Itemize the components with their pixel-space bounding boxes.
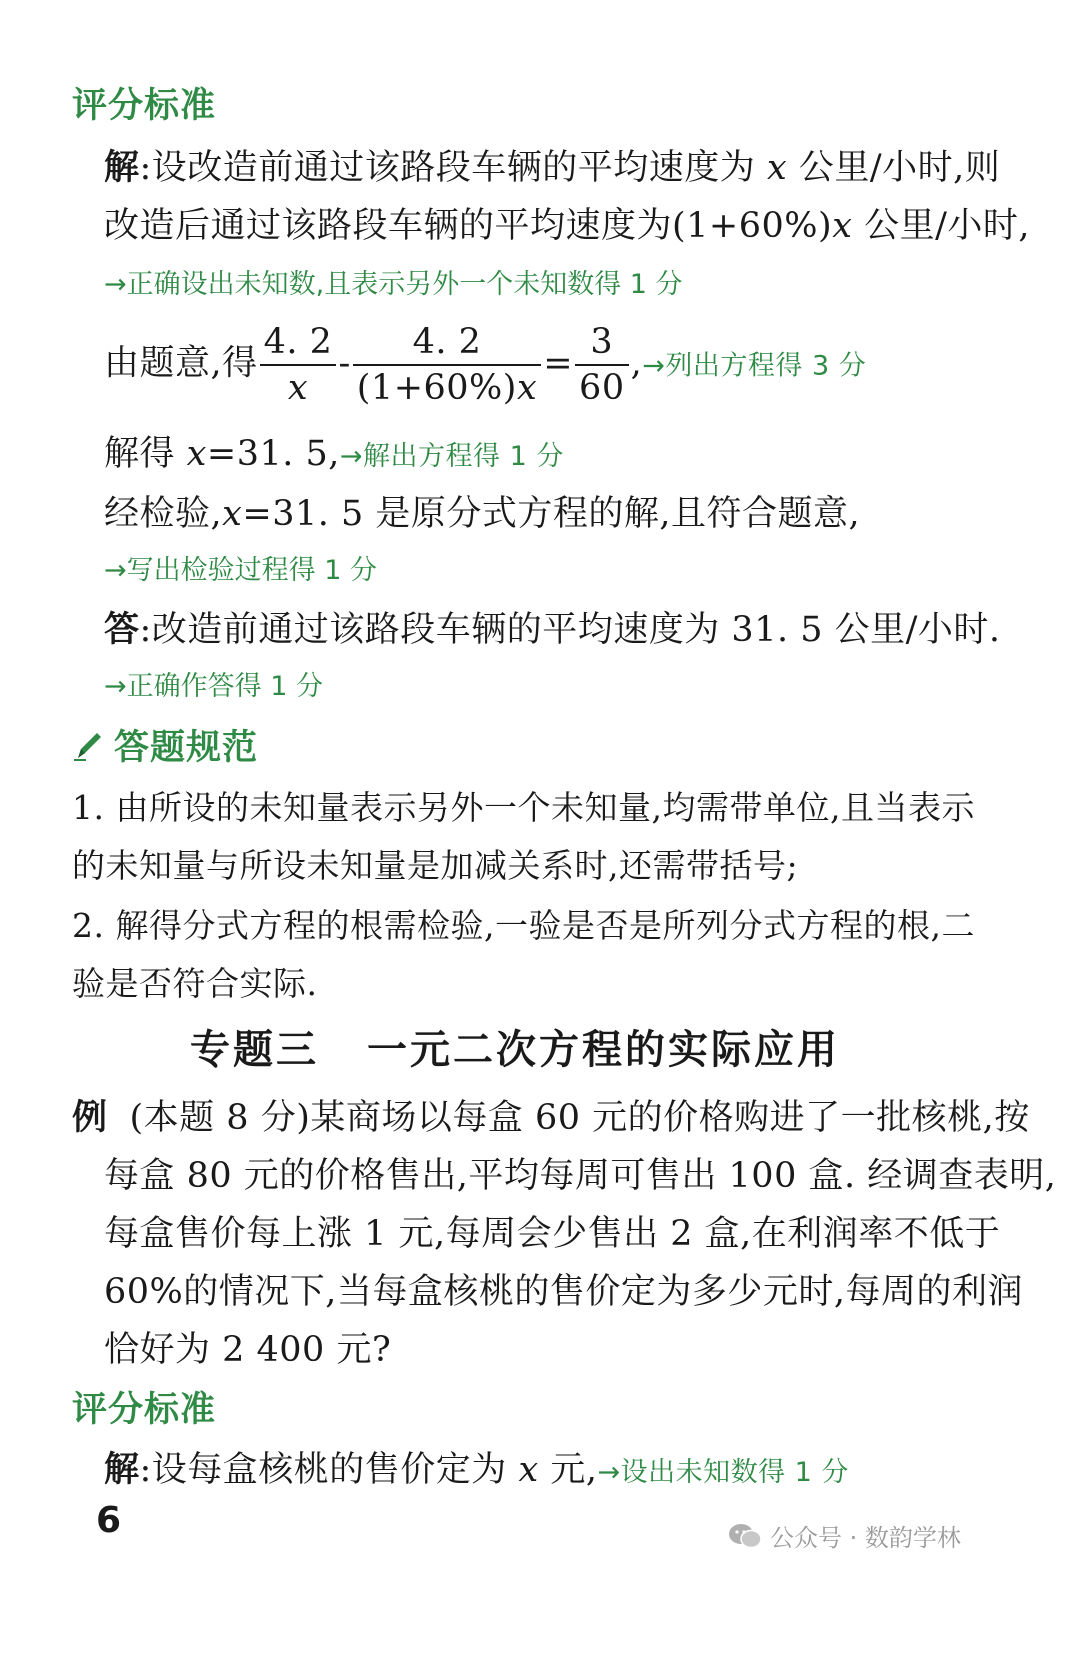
text: 解得	[104, 434, 187, 474]
scoring-heading-1: 评分标准	[72, 86, 217, 126]
score-note-solve: →解出方程得 1 分	[339, 441, 564, 472]
example-line-4: 60%的情况下,当每盒核桃的售价定为多少元时,每周的利润	[104, 1272, 1024, 1312]
answer-line	[104, 602, 1001, 652]
answer-prefix: 答	[104, 609, 140, 650]
equation-lead: 由题意,得	[104, 343, 258, 384]
equation-line	[104, 322, 866, 408]
watermark-text: 公众号 · 数韵学林	[770, 1524, 961, 1552]
fraction-denominator	[353, 366, 541, 408]
score-note-equation: →列出方程得 3 分	[642, 350, 867, 382]
solution2-line	[104, 1442, 849, 1492]
text: :设每盒核桃的售价定为	[139, 1450, 519, 1490]
norm-item-2-line-1: 2. 解得分式方程的根需检验,一验是否是所列分式方程的根,二	[72, 906, 975, 945]
text: :改造前通过该路段车辆的平均速度为 31. 5 公里/小时.	[139, 610, 1001, 650]
variable: x	[766, 148, 788, 188]
check-line	[104, 486, 860, 536]
variable: x	[832, 206, 853, 246]
fraction-numerator: 4. 2	[260, 322, 337, 366]
fraction-1	[260, 322, 337, 408]
text: 经检验,	[104, 494, 223, 534]
example-line-2: 每盒 80 元的价格售出,平均每周可售出 100 盒. 经调查表明,	[104, 1156, 1057, 1196]
wechat-icon	[728, 1522, 762, 1556]
variable: x	[186, 434, 207, 474]
solution-prefix: 解	[104, 1449, 140, 1490]
variable: x	[516, 368, 538, 408]
solution-prefix: 解	[104, 147, 140, 188]
score-note-answer: →正确作答得 1 分	[104, 671, 323, 702]
watermark	[728, 1518, 961, 1556]
fraction-denominator: 60	[579, 368, 625, 408]
fraction-3	[575, 322, 629, 408]
equals-sign: =	[543, 343, 574, 384]
example-line-1	[72, 1090, 1030, 1140]
section-name: 一元二次方程的实际应用	[367, 1027, 840, 1073]
text: 公里/小时,则	[787, 148, 1001, 188]
variable: x	[222, 494, 243, 534]
fraction-2	[353, 322, 541, 408]
text: 改造后通过该路段车辆的平均速度为(1+60%)	[104, 206, 833, 246]
fraction-numerator: 4. 2	[353, 322, 541, 366]
solution-line-2	[104, 198, 1030, 248]
section-number: 专题三	[190, 1027, 319, 1073]
equation-tail: ,	[630, 343, 643, 384]
page-number: 6	[96, 1500, 122, 1541]
score-note-setup: →设出未知数得 1 分	[597, 1457, 849, 1488]
example-line-5: 恰好为 2 400 元?	[104, 1330, 392, 1370]
scoring-heading-2: 评分标准	[72, 1390, 217, 1430]
text: =31. 5 是原分式方程的解,且符合题意,	[242, 494, 861, 534]
section-title	[190, 1018, 840, 1075]
text: =31. 5,	[206, 434, 340, 474]
norms-heading	[72, 720, 258, 771]
norm-item-2-line-2: 验是否符合实际.	[72, 964, 318, 1003]
text: 公里/小时,	[852, 206, 1030, 246]
fraction-numerator: 3	[575, 322, 629, 366]
norms-heading-text: 答题规范	[114, 728, 259, 768]
solve-line	[104, 426, 564, 476]
score-note-check: →写出检验过程得 1 分	[104, 555, 377, 586]
variable: x	[518, 1450, 539, 1490]
text: :设改造前通过该路段车辆的平均速度为	[139, 148, 767, 188]
norm-item-1-line-1: 1. 由所设的未知量表示另外一个未知量,均需带单位,且当表示	[72, 788, 975, 827]
text: (本题 8 分)某商场以每盒 60 元的价格购进了一批核桃,按	[129, 1098, 1030, 1138]
example-label: 例	[72, 1098, 108, 1138]
score-note-1: →正确设出未知数,且表示另外一个未知数得 1 分	[104, 269, 683, 300]
minus-sign: -	[338, 343, 351, 384]
fraction-denominator: x	[287, 368, 309, 408]
example-line-3: 每盒售价每上涨 1 元,每周会少售出 2 盒,在利润率不低于	[104, 1214, 1001, 1254]
solution-line-1	[104, 140, 1000, 190]
pencil-icon	[72, 728, 106, 771]
norm-item-1-line-2: 的未知量与所设未知量是加减关系时,还需带括号;	[72, 846, 799, 885]
denominator-text: (1+60%)	[356, 368, 517, 408]
text: 元,	[538, 1450, 598, 1490]
